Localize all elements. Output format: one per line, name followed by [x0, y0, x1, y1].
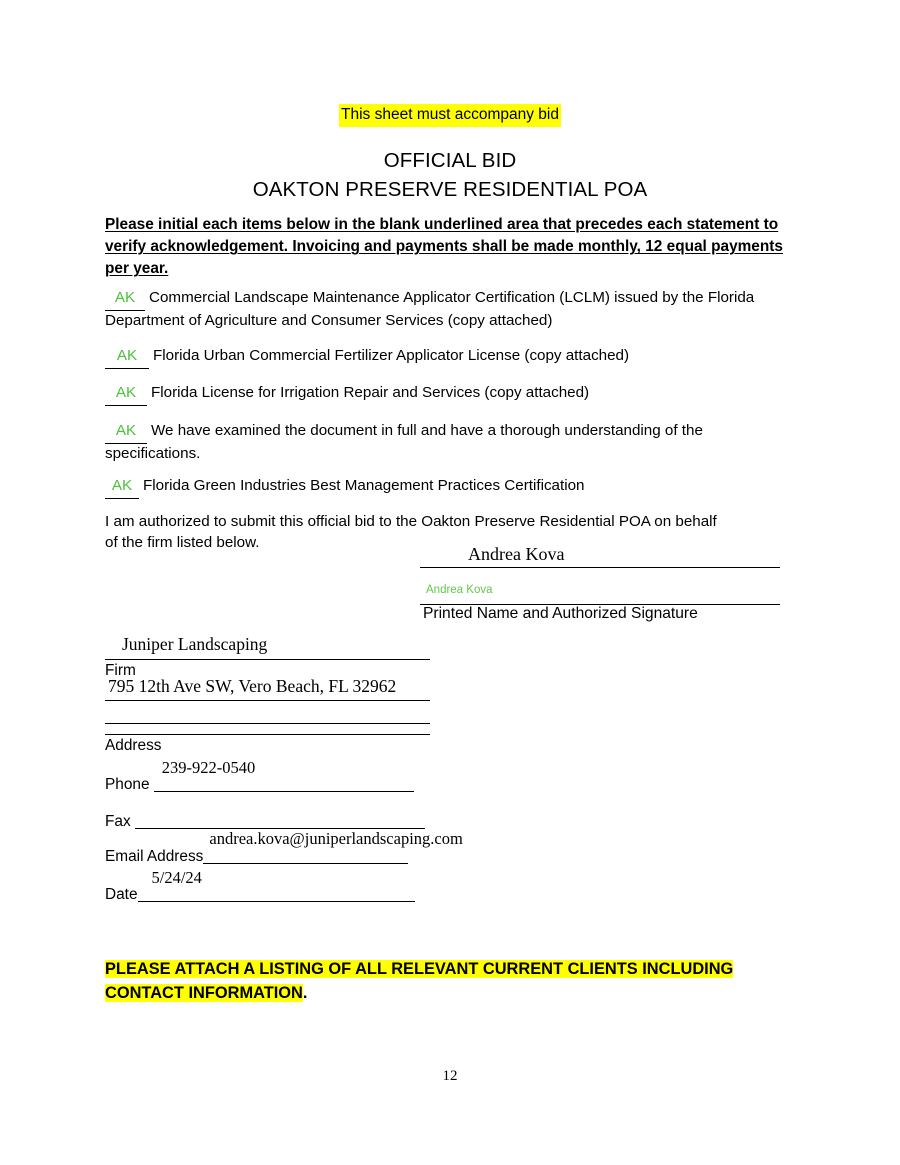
address-value[interactable]: 795 12th Ave SW, Vero Beach, FL 32962 [108, 676, 397, 696]
firm-label: Firm [105, 662, 136, 679]
fax-label: Fax [105, 813, 131, 830]
initial-item-2-text: Florida Urban Commercial Fertilizer Applicator License (copy attached) [153, 347, 630, 364]
date-line[interactable] [138, 868, 415, 902]
fax-line[interactable] [135, 811, 425, 829]
date-value: 5/24/24 [151, 868, 202, 887]
attachment-notice-line-2: CONTACT INFORMATION [105, 984, 303, 1003]
printed-name-field[interactable] [420, 545, 780, 568]
phone-field[interactable] [105, 758, 414, 794]
initial-item-4-text: We have examined the document in full and have a thorough understanding of the specifications. [105, 422, 703, 462]
initial-item-4 [105, 421, 755, 464]
attachment-notice [105, 957, 805, 1006]
email-label: Email Address [105, 848, 204, 865]
signature-field[interactable] [420, 584, 780, 605]
initial-item-3-text: Florida License for Irrigation Repair and Services (copy attached) [151, 384, 590, 401]
attachment-notice-period: . [302, 984, 308, 1003]
initials-blank-2[interactable]: AK [105, 346, 149, 369]
email-line[interactable] [203, 829, 463, 864]
initial-item-5 [105, 476, 805, 499]
phone-label: Phone [105, 776, 150, 793]
printed-name-value: Andrea Kova [468, 544, 565, 564]
firm-rule [105, 659, 430, 660]
email-value: andrea.kova@juniperlandscaping.com [209, 829, 463, 848]
authorization-paragraph: I am authorized to submit this official bid to the Oakton Preserve Residential POA on behalf of the firm listed below. [105, 513, 717, 551]
phone-line[interactable] [154, 758, 414, 792]
fax-field[interactable] [105, 811, 425, 831]
address-rule-3 [105, 734, 430, 735]
initial-item-5-text: Florida Green Industries Best Management Practices Certification [143, 477, 585, 494]
initials-blank-5[interactable]: AK [105, 476, 139, 499]
address-label: Address [105, 737, 162, 754]
attachment-notice-line-1: PLEASE ATTACH A LISTING OF ALL RELEVANT CURRENT CLIENTS INCLUDING [105, 960, 734, 978]
signature-caption: Printed Name and Authorized Signature [423, 605, 698, 622]
title-line-organization: OAKTON PRESERVE RESIDENTIAL POA [252, 178, 648, 202]
initials-blank-3[interactable]: AK [105, 383, 147, 406]
initial-item-2 [105, 346, 805, 369]
instructions-paragraph: Please initial each items below in the blank underlined area that precedes each statement to verify acknowledgement. Invoicing and payments shall be made monthly, 12 equal payments per year. [105, 216, 783, 278]
initials-blank-4[interactable]: AK [105, 421, 147, 444]
page-number: 12 [442, 1068, 458, 1084]
initial-item-3 [105, 383, 805, 406]
initial-item-1 [105, 288, 805, 331]
accompany-notice: This sheet must accompany bid [339, 104, 561, 127]
accompany-notice-row [0, 104, 900, 127]
phone-value: 239-922-0540 [161, 758, 256, 777]
address-rule-2 [105, 723, 430, 724]
signature-value: Andrea Kova [426, 584, 493, 596]
address-rule-1 [105, 700, 430, 701]
page-title [0, 146, 900, 204]
firm-name-value[interactable]: Juniper Landscaping [122, 634, 268, 654]
date-field[interactable] [105, 868, 415, 904]
initial-item-1-text: Commercial Landscape Maintenance Applicator Certification (LCLM) issued by the Florida Department of Agriculture and Consumer Services (copy attached) [105, 289, 755, 329]
date-label: Date [105, 886, 138, 903]
email-field[interactable] [105, 829, 463, 866]
initials-blank-1[interactable]: AK [105, 288, 145, 311]
title-line-official-bid: OFFICIAL BID [383, 149, 517, 172]
